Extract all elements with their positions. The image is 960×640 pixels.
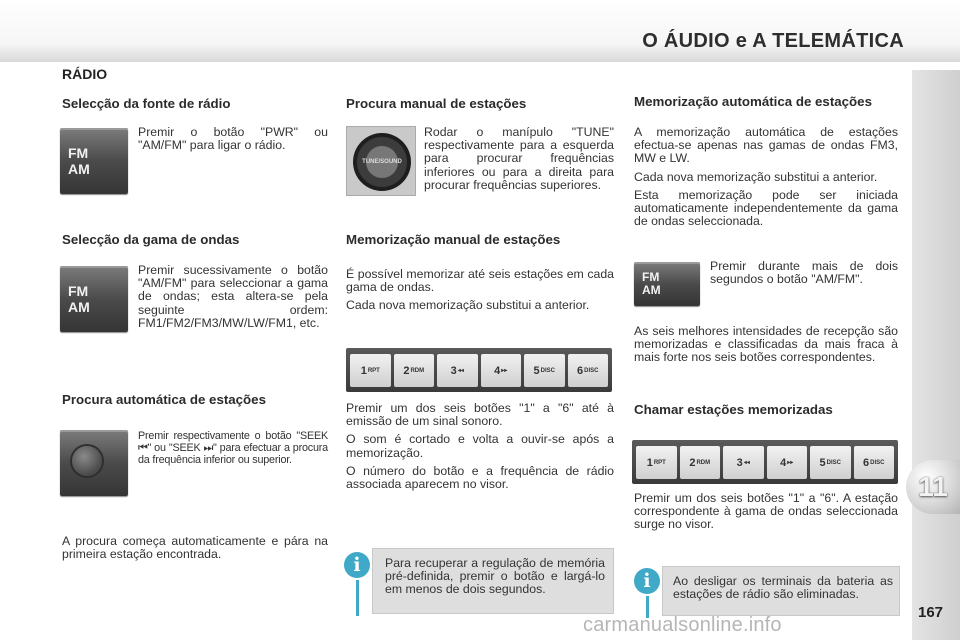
- am-label: AM: [68, 299, 90, 315]
- section-title: RÁDIO: [62, 66, 108, 82]
- seek-button-image: [60, 430, 128, 496]
- info-box: [662, 566, 900, 616]
- chapter-title: O ÁUDIO e A TELEMÁTICA: [642, 30, 904, 52]
- seek-button-icon: [72, 446, 102, 476]
- source-title: Selecção da fonte de rádio: [62, 96, 231, 111]
- auto-memo-title: Memorização automática de estações: [634, 94, 872, 109]
- fm-label: FM: [68, 145, 89, 161]
- auto-search-text: Premir respectivamente o botão "SEEK ⏮" ou "SEEK ⏭" para efectuar a procura da frequência inferior ou superior.: [138, 430, 328, 466]
- page-header: [0, 0, 960, 62]
- preset-button-3: 3 ◂◂: [437, 354, 478, 387]
- manual-memo-body: É possível memorizar até seis estações em cada gama de ondas. Cada nova memorização substitui a anterior.: [346, 267, 614, 313]
- preset-buttons-image: [346, 348, 612, 392]
- auto-memo-body: A memorização automática de estações efectua-se apenas nas gamas de ondas FM3, MW e LW. Cada nova memorização substitui a anterior. Esta memorização pode ser iniciada automaticamente independentemente da gama de ondas seleccionada.: [634, 125, 898, 229]
- tune-knob-icon: TUNE/SOUND: [353, 133, 411, 191]
- preset-button-1: 1 RPT: [636, 446, 677, 479]
- source-text: Premir o botão "PWR" ou "AM/FM" para ligar o rádio.: [138, 125, 328, 153]
- preset-button-3: 3 ◂◂: [723, 446, 764, 479]
- preset-button-2: 2 RDM: [394, 354, 435, 387]
- tune-knob-image: [346, 126, 416, 196]
- info-text: Para recuperar a regulação de memória pré-definida, premir o botão e largá-lo em menos de dois segundos.: [385, 556, 605, 597]
- band-text: Premir sucessivamente o botão "AM/FM" para seleccionar a gama de ondas; esta altera-se pela seguinte ordem: FM1/FM2/FM3/MW/LW/FM1, etc.: [138, 263, 328, 330]
- fm-am-button-image: [60, 128, 128, 194]
- fm-label: FM: [642, 270, 660, 284]
- preset-button-4: 4 ▸▸: [767, 446, 808, 479]
- preset-buttons-image: [632, 440, 898, 484]
- am-label: AM: [642, 283, 661, 297]
- manual-memo-steps: Premir um dos seis botões "1" a "6" até à emissão de um sinal sonoro. O som é cortado e volta a ouvir-se após a memorização. O número do botão e a frequência de rádio associada aparecem no visor.: [346, 401, 614, 492]
- preset-button-1: 1 RPT: [350, 354, 391, 387]
- auto-search-title: Procura automática de estações: [62, 392, 266, 407]
- recall-title: Chamar estações memorizadas: [634, 402, 833, 417]
- preset-button-5: 5 DISC: [524, 354, 565, 387]
- fm-am-button-image: [634, 262, 700, 306]
- auto-memo-press: Premir durante mais de dois segundos o botão "AM/FM".: [710, 259, 898, 287]
- preset-button-2: 2 RDM: [680, 446, 721, 479]
- recall-text: Premir um dos seis botões "1" a "6". A estação correspondente à gama de ondas seleccionada surge no visor.: [634, 491, 898, 532]
- preset-button-6: 6 DISC: [854, 446, 895, 479]
- preset-button-6: 6 DISC: [568, 354, 609, 387]
- side-bar: [912, 70, 960, 640]
- manual-search-title: Procura manual de estações: [346, 96, 527, 111]
- page-number: 167: [918, 604, 944, 621]
- manual-search-text: Rodar o manípulo "TUNE" respectivamente para a esquerda para procurar frequências inferiores ou para a direita para procurar frequências superiores.: [424, 125, 614, 192]
- preset-button-5: 5 DISC: [810, 446, 851, 479]
- chapter-tab: 11: [906, 460, 960, 514]
- fm-am-button-image: [60, 266, 128, 332]
- auto-search-note: A procura começa automaticamente e pára na primeira estação encontrada.: [62, 534, 328, 562]
- auto-memo-result: As seis melhores intensidades de recepção são memorizadas e classificadas da mais fraca à mais forte nos seis botões correspondentes.: [634, 324, 898, 365]
- info-icon: i: [634, 568, 660, 594]
- band-title: Selecção da gama de ondas: [62, 232, 240, 247]
- am-label: AM: [68, 161, 90, 177]
- info-text: Ao desligar os terminais da bateria as estações de rádio são eliminadas.: [673, 574, 893, 602]
- fm-label: FM: [68, 283, 89, 299]
- watermark: carmanualsonline.info: [583, 614, 782, 636]
- info-box: [372, 548, 614, 614]
- manual-memo-title: Memorização manual de estações: [346, 232, 561, 247]
- info-icon: i: [344, 552, 370, 578]
- preset-button-4: 4 ▸▸: [481, 354, 522, 387]
